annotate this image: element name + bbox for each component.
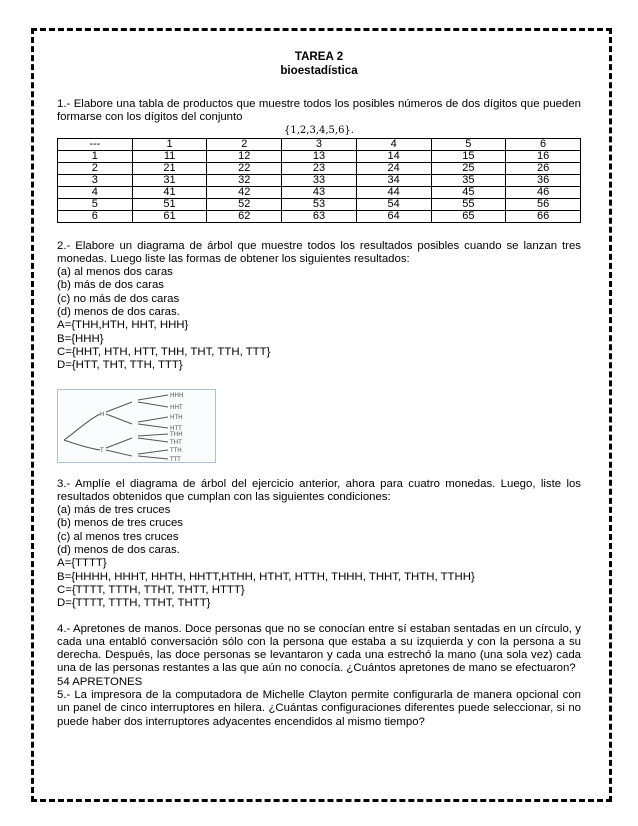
table-row xyxy=(58,186,581,198)
table-header-cell: 5 xyxy=(431,138,506,150)
table-cell: 25 xyxy=(431,162,506,174)
document-title xyxy=(57,50,581,78)
question-5-text: 5.- La impresora de la computadora de Michelle Clayton permite configurarla de manera opcional con un panel de cinco interruptores en hilera. ¿Cuántas configuraciones diferentes puede seleccionar, si no puede haber dos interruptores adyacentes encendidos al mismo tiempo? xyxy=(57,689,581,728)
table-cell: 42 xyxy=(207,186,282,198)
table-cell: 62 xyxy=(207,210,282,222)
q2-answer: A={THH,HTH, HHT, HHH} xyxy=(57,319,189,332)
q2-answer: D={HTT, THT, TTH, TTT} xyxy=(57,359,183,372)
tree-diagram xyxy=(58,390,215,462)
table-header-row xyxy=(58,138,581,150)
q2-answer: B={HHH} xyxy=(57,332,104,345)
table-cell: 24 xyxy=(356,162,431,174)
table-cell: 43 xyxy=(282,186,357,198)
q2-item: (a) al menos dos caras xyxy=(57,266,173,279)
table-cell: 21 xyxy=(132,162,207,174)
tree-leaf: THT xyxy=(170,438,182,446)
tree-leaf: HHH xyxy=(170,391,184,399)
table-cell: 12 xyxy=(207,150,282,162)
question-2-text: 2.- Elabore un diagrama de árbol que muestre todos los resultados posibles cuando se lanzan tres monedas. Luego liste las formas de obtener los siguientes resultados: xyxy=(57,239,581,265)
table-cell: 53 xyxy=(282,198,357,210)
q3-answer: D={TTTT, TTTH, TTHT, THTT} xyxy=(57,597,211,610)
table-cell: 63 xyxy=(282,210,357,222)
q2-item: (c) no más de dos caras xyxy=(57,292,180,305)
q3-answer: A={TTTT} xyxy=(57,557,107,570)
table-row xyxy=(58,210,581,222)
table-cell: 1 xyxy=(58,150,133,162)
table-cell: 66 xyxy=(506,210,581,222)
title-line: TAREA 2 xyxy=(294,50,344,63)
product-table xyxy=(57,138,581,223)
q2-item: (b) más de dos caras xyxy=(57,279,164,292)
q4-answer: 54 APRETONES xyxy=(57,675,143,688)
table-cell: 16 xyxy=(506,150,581,162)
table-cell: 45 xyxy=(431,186,506,198)
table-row xyxy=(58,198,581,210)
table-cell: 44 xyxy=(356,186,431,198)
table-cell: 32 xyxy=(207,174,282,186)
table-cell: 15 xyxy=(431,150,506,162)
table-header-cell: 1 xyxy=(132,138,207,150)
tree-node-t: T xyxy=(100,446,104,454)
table-cell: 41 xyxy=(132,186,207,198)
tree-leaf: THH xyxy=(170,430,183,438)
table-cell: 6 xyxy=(58,210,133,222)
table-cell: 56 xyxy=(506,198,581,210)
table-cell: 13 xyxy=(282,150,357,162)
question-4-text: 4.- Apretones de manos. Doce personas que no se conocían entre sí estaban sentadas en un círculo, y cada una entabló conversación sólo con la persona que estaba a su izquierda y con la persona a su derecha. Después, las doce personas se levantaron y cada una estrechó la mano (una sola vez) cada una de las personas restantes a las que aún no conocía. ¿Cuántos apretones de mano se efectuaron? xyxy=(57,622,581,675)
q3-item: (a) más de tres cruces xyxy=(57,504,171,517)
table-cell: 36 xyxy=(506,174,581,186)
table-cell: 65 xyxy=(431,210,506,222)
tree-leaf: HTH xyxy=(170,413,183,421)
table-header-cell: 6 xyxy=(506,138,581,150)
q3-answer: B={HHHH, HHHT, HHTH, HHTT,HTHH, HTHT, HTTH, THHH, THHT, THTH, TTHH} xyxy=(57,570,475,583)
tree-leaf: TTT xyxy=(170,455,181,462)
tree-node-h: H xyxy=(100,410,105,418)
subtitle-line: bioestadística xyxy=(280,64,358,77)
question-1-text: 1.- Elabore una tabla de productos que muestre todos los posibles números de dos dígitos que pueden formarse con los dígitos del conjunto xyxy=(57,98,581,124)
table-cell: 23 xyxy=(282,162,357,174)
table-cell: 4 xyxy=(58,186,133,198)
q3-answer: C={TTTT, TTTH, TTHT, THTT, HTTT} xyxy=(57,583,245,596)
table-cell: 5 xyxy=(58,198,133,210)
table-row xyxy=(58,150,581,162)
q2-item: (d) menos de dos caras. xyxy=(57,306,180,319)
table-cell: 22 xyxy=(207,162,282,174)
document-body xyxy=(57,50,581,729)
tree-diagram-image xyxy=(57,389,216,463)
table-header-cell: 4 xyxy=(356,138,431,150)
q3-item: (c) al menos tres cruces xyxy=(57,530,179,543)
table-row xyxy=(58,174,581,186)
table-header-cell: 2 xyxy=(207,138,282,150)
table-cell: 26 xyxy=(506,162,581,174)
tree-branches xyxy=(64,395,168,459)
q2-answer: C={HHT, HTH, HTT, THH, THT, TTH, TTT} xyxy=(57,345,271,358)
table-cell: 3 xyxy=(58,174,133,186)
table-cell: 55 xyxy=(431,198,506,210)
table-cell: 31 xyxy=(132,174,207,186)
table-cell: 33 xyxy=(282,174,357,186)
table-cell: 46 xyxy=(506,186,581,198)
tree-leaf: HHT xyxy=(170,403,183,411)
digit-set-formula: {1,2,3,4,5,6}. xyxy=(284,124,354,136)
table-cell: 34 xyxy=(356,174,431,186)
tree-leaf: TTH xyxy=(170,446,182,454)
table-cell: 35 xyxy=(431,174,506,186)
table-cell: 61 xyxy=(132,210,207,222)
table-cell: 54 xyxy=(356,198,431,210)
table-header-cell: 3 xyxy=(282,138,357,150)
table-cell: 51 xyxy=(132,198,207,210)
table-header-cell: --- xyxy=(58,138,133,150)
tree-leaf: HTT xyxy=(170,424,182,432)
table-cell: 52 xyxy=(207,198,282,210)
table-row xyxy=(58,162,581,174)
table-cell: 2 xyxy=(58,162,133,174)
question-3-text: 3.- Amplíe el diagrama de árbol del ejercicio anterior, ahora para cuatro monedas. Luego, liste los resultados obtenidos que cumplan con las siguientes condiciones: xyxy=(57,477,581,503)
table-cell: 11 xyxy=(132,150,207,162)
table-cell: 14 xyxy=(356,150,431,162)
q3-item: (b) menos de tres cruces xyxy=(57,517,183,530)
q3-item: (d) menos de dos caras. xyxy=(57,544,180,557)
table-cell: 64 xyxy=(356,210,431,222)
